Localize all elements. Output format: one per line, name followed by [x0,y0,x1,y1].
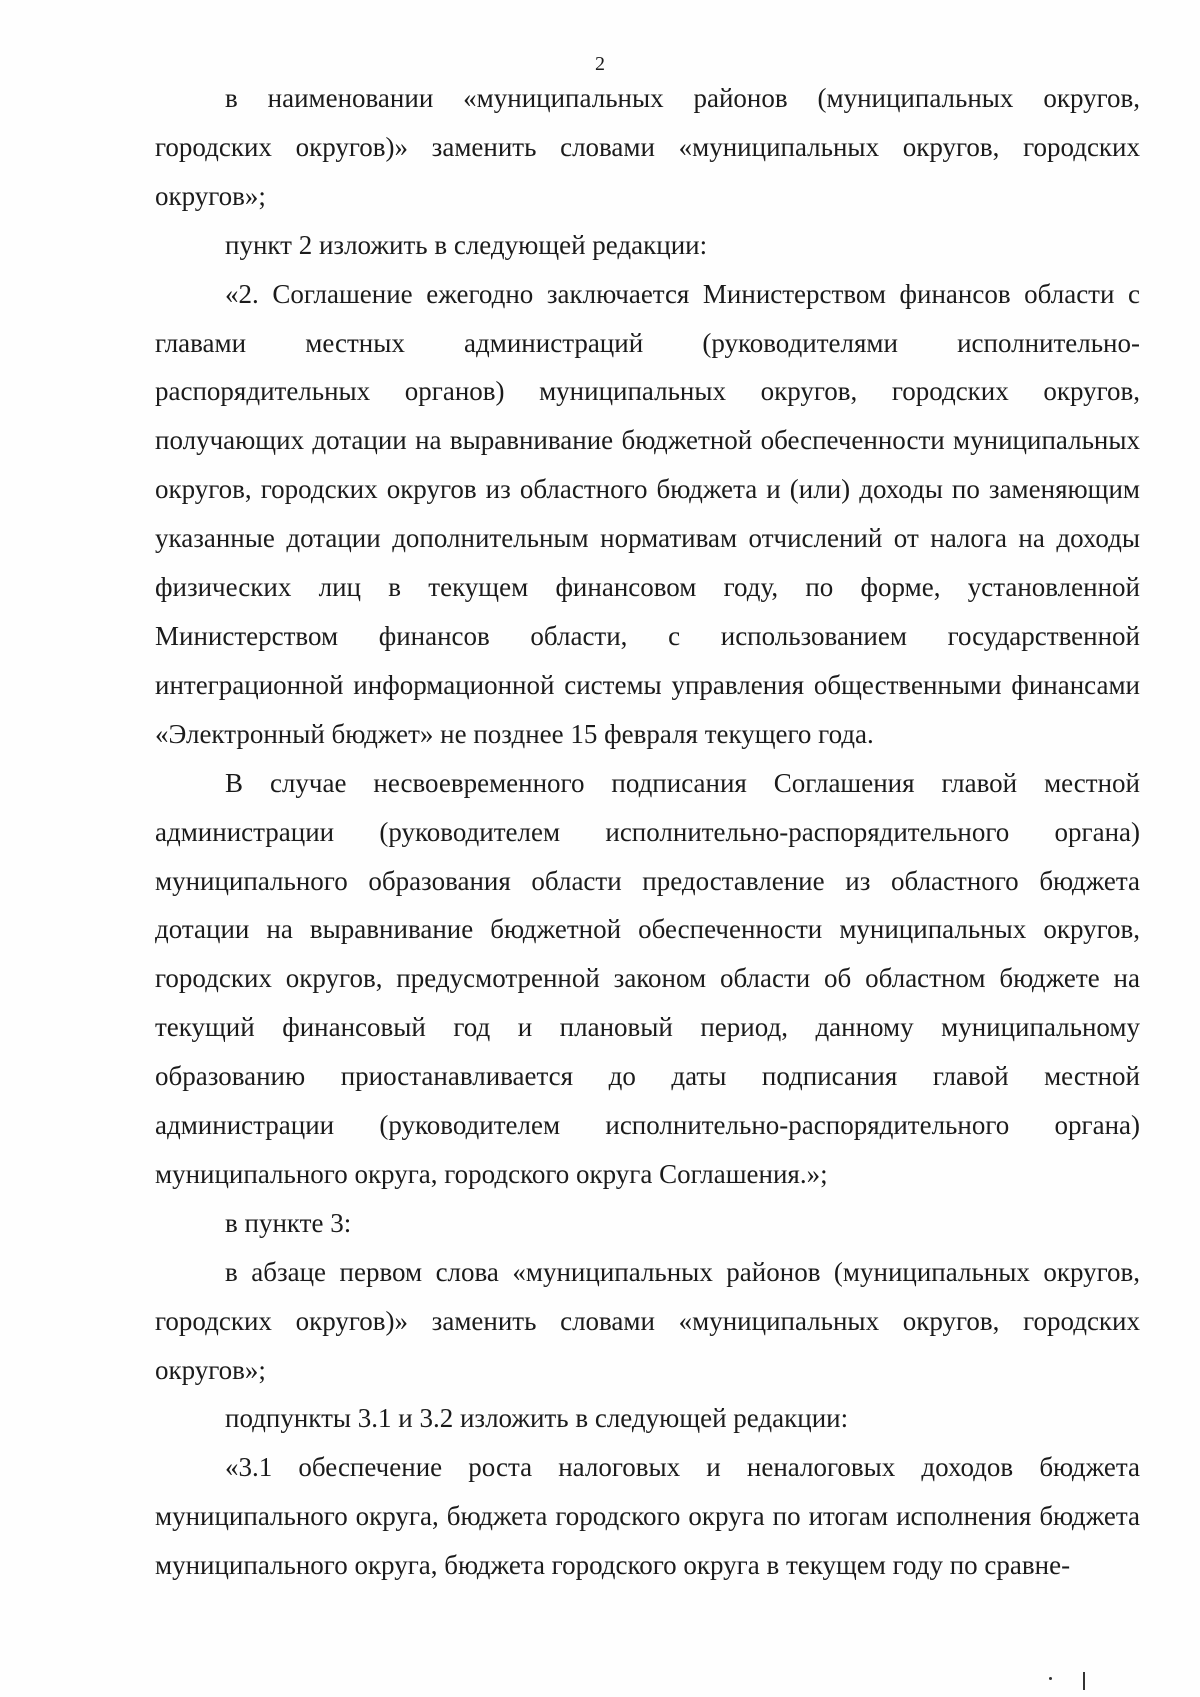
paragraph-subitem-3-1: «3.1 обеспечение роста налоговых и неналоговых доходов бюджета муниципального округа, бюджета городского округа по итогам исполнения бюджета муниципального округа, бюджета городского округа в текущем году по сравне- [155,1452,1140,1581]
scan-edge-mark [1083,1672,1085,1690]
paragraph-item-3-intro: в пункте 3: [225,1207,352,1238]
scan-speck [1049,1677,1052,1680]
paragraph-rename-title: в наименовании «муниципальных районов (муниципальных округов, городских округов)» заменить словами «муниципальных округов, городских округов»; [155,83,1140,211]
paragraph-item-3-first-abzac: в абзаце первом слова «муниципальных районов (муниципальных округов, городских округов)» заменить словами «муниципальных округов, городских округов»; [155,1256,1140,1385]
document-body [155,74,1140,1590]
paragraph-item-2-text: «2. Соглашение ежегодно заключается Министерством финансов области с главами местных администраций (руководителями исполнительно-распорядительных органов) муниципальных округов, городских округов, получающих дотации на выравнивание бюджетной обеспеченности муниципальных округов, городских округов из областного бюджета и (или) доходы по заменяющим указанные дотации дополнительным нормативам отчислений от налога на доходы физических лиц в текущем финансовом году, по форме, установленной Министерством финансов области, с использованием государственной интеграционной информационной системы управления общественными финансами «Электронный бюджет» не позднее 15 февраля текущего года. [155,278,1140,749]
paragraph-item-2-intro: пункт 2 изложить в следующей редакции: [225,229,708,260]
page-number: 2 [595,53,605,75]
paragraph-subitems-intro: подпункты 3.1 и 3.2 изложить в следующей редакции: [225,1403,849,1434]
paragraph-late-signing: В случае несвоевременного подписания Соглашения главой местной администрации (руководителем исполнительно-распорядительного органа) муниципального образования области предоставление из областного бюджета дотации на выравнивание бюджетной обеспеченности муниципальных округов, городских округов, предусмотренной законом области об областном бюджете на текущий финансовый год и плановый период, данному муниципальному образованию приостанавливается до даты подписания главой местной администрации (руководителем исполнительно-распорядительного органа) муниципального округа, городского округа Соглашения.»; [155,767,1140,1189]
